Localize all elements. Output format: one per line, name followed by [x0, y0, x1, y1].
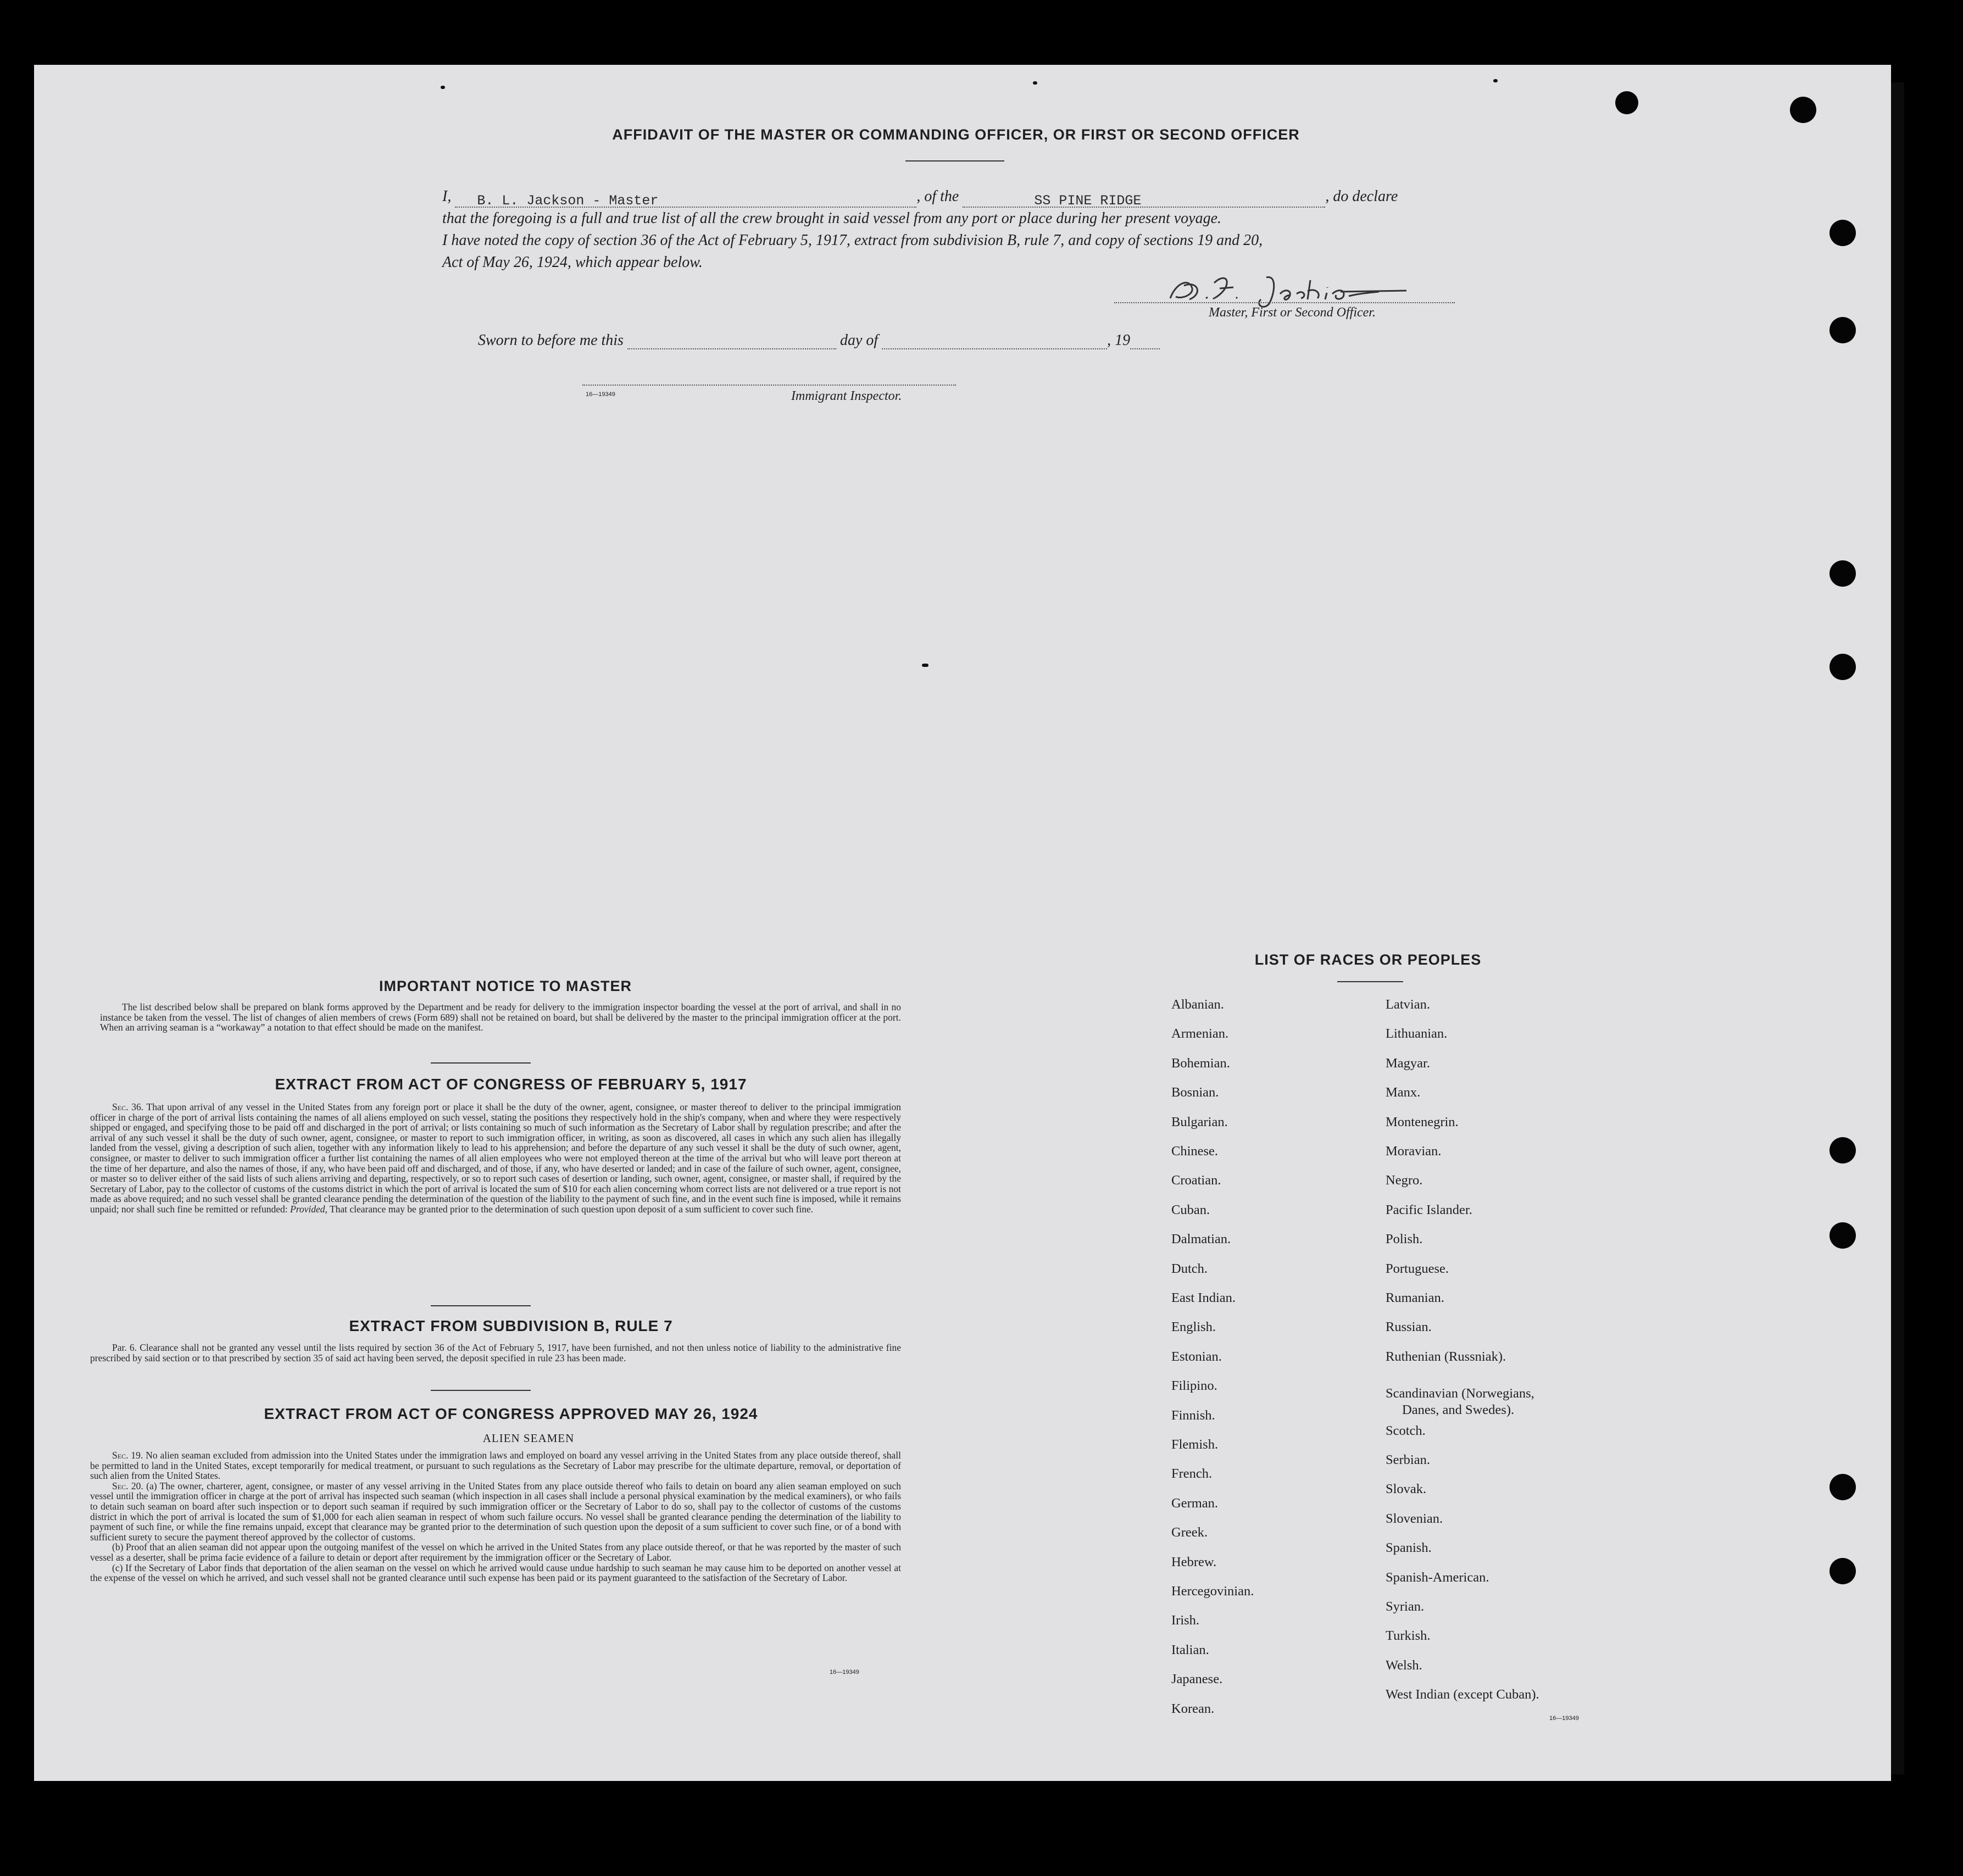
race-item: Rumanian.: [1386, 1290, 1444, 1305]
race-item: Bulgarian.: [1171, 1114, 1228, 1129]
binder-hole: [1829, 220, 1856, 246]
race-item: Irish.: [1171, 1613, 1200, 1628]
race-item: Negro.: [1386, 1173, 1423, 1188]
signature-label: Master, First or Second Officer.: [1209, 305, 1376, 320]
race-item: Filipino.: [1171, 1378, 1217, 1394]
sworn-day-field[interactable]: [627, 332, 836, 349]
declaration-i: I,: [442, 188, 452, 205]
race-item: Flemish.: [1171, 1437, 1219, 1452]
sworn-text: Sworn to before me this: [478, 332, 624, 349]
ink-speck: [1493, 79, 1498, 82]
race-item: Spanish-American.: [1386, 1569, 1489, 1585]
sworn-line: [478, 332, 1160, 349]
race-item: Moravian.: [1386, 1144, 1442, 1159]
sec-20a-body: (a) The owner, charterer, agent, consignee, or master of any vessel arriving in the United States from any place outside thereof who fails to detain on board any alien seaman employed on such vessel until the immigration officer in charge at the port of arrival has inspected such seaman (which inspection in all cases shall include a personal physical examination by the medical examiners), or who fails to detain such seaman on board after such inspection or to deport such seaman if required by such immigration officer or the Secretary of Labor to do so, shall pay to the collector of customs of the customs district in which the port of arrival is located the sum of $1,000 for each alien seaman in respect of whom such failure occurs. No vessel shall be granted clearance pending the determination of the liability to payment of such fine, or while the fine remains unpaid, except that clearance may be granted prior to the determination of such question upon the deposit of a sum sufficient to cover such fine, or of a bond with sufficient surety to secure the payment thereof approved by the collector of customs.: [90, 1480, 901, 1543]
sec-20c-paragraph: (c) If the Secretary of Labor finds that deportation of the alien seaman on the vessel on which he arrived would cause undue hardship to such seaman he may cause him to be deported on another vessel at the expense of the vessel on which he arrived, and such vessel shall not be granted clearance until such expense has been paid or its payment guaranteed to the satisfaction of the Secretary of Labor.: [90, 1562, 901, 1584]
races-title-underline: [1337, 981, 1403, 982]
declaration-block: [442, 186, 1475, 274]
race-item: Hercegovinian.: [1171, 1584, 1254, 1599]
declaration-line-2: that the foregoing is a full and true list of all the crew brought in said vessel from any port or place during her present voyage.: [442, 210, 1222, 227]
section-divider: [431, 1305, 531, 1306]
sworn-month-field[interactable]: [882, 332, 1107, 349]
race-item: Spanish.: [1386, 1540, 1432, 1556]
sec-19-label: Sec. 19.: [112, 1450, 143, 1461]
declaration-line-1: [442, 186, 1475, 208]
section-divider: [431, 1062, 531, 1064]
race-item: Greek.: [1171, 1525, 1208, 1540]
race-item: Bohemian.: [1171, 1055, 1230, 1071]
sec-20b-paragraph: (b) Proof that an alien seaman did not appear upon the outgoing manifest of the vessel on which he arrived in the United States from any place outside thereof, or that he was reported by the master of such vessel as a deserter, shall be prima facie evidence of a failure to detain or deport after requirement by the immigration officer or the Secretary of Labor.: [90, 1541, 901, 1563]
declaration-do-declare: , do declare: [1325, 188, 1398, 205]
race-item: Danes, and Swedes).: [1402, 1402, 1515, 1418]
day-of-text: day of: [839, 332, 878, 349]
race-item: Syrian.: [1386, 1599, 1425, 1614]
binder-hole: [1829, 1558, 1856, 1584]
binder-hole: [1829, 1222, 1856, 1249]
form-number: 16—19349: [586, 391, 615, 398]
sec-20a-paragraph: [90, 1481, 901, 1543]
master-name-field[interactable]: B. L. Jackson - Master: [455, 190, 916, 208]
race-item: Bosnian.: [1171, 1085, 1219, 1100]
sec-36-end: That clearance may be granted prior to the determination of such question upon deposit of a sum sufficient to cover such fine.: [329, 1203, 814, 1215]
sheet-edge-shadow: [1891, 82, 1904, 1774]
race-item: French.: [1171, 1466, 1213, 1482]
declaration-of-the: , of the: [916, 188, 959, 205]
ink-speck: [441, 86, 445, 89]
sec-19-body: No alien seaman excluded from admission into the United States under the immigration laws and employed on board any vessel arriving in the United States from any place outside thereof, shall be permitted to land in the United States, except temporarily for medical treatment, or pursuant to such regulations as the Secretary of Labor may prescribe for the ultimate departure, removal, or deportation of such alien from the United States.: [90, 1450, 902, 1482]
extract-1924-text: [90, 1450, 901, 1583]
race-item: Armenian.: [1171, 1026, 1229, 1042]
race-item: Slovak.: [1386, 1482, 1427, 1497]
extract-1924-title: EXTRACT FROM ACT OF CONGRESS APPROVED MAY 26, 1924: [264, 1405, 758, 1422]
binder-hole: [1829, 317, 1856, 343]
section-divider: [431, 1390, 531, 1391]
race-item: Korean.: [1171, 1701, 1215, 1716]
race-item: Latvian.: [1386, 997, 1430, 1012]
race-item: Croatian.: [1171, 1173, 1221, 1188]
race-item: Russian.: [1386, 1320, 1432, 1335]
race-item: English.: [1171, 1320, 1216, 1335]
race-item: Hebrew.: [1171, 1554, 1217, 1569]
race-item: Estonian.: [1171, 1349, 1222, 1364]
binder-hole: [1790, 97, 1816, 123]
races-title: LIST OF RACES OR PEOPLES: [1254, 951, 1482, 968]
race-item: Finnish.: [1171, 1407, 1215, 1423]
declaration-line-4: Act of May 26, 1924, which appear below.: [442, 254, 703, 271]
race-item: Ruthenian (Russniak).: [1386, 1349, 1506, 1364]
race-item: Chinese.: [1171, 1144, 1219, 1159]
race-item: Japanese.: [1171, 1672, 1223, 1687]
race-item: German.: [1171, 1495, 1219, 1511]
race-item: Scandinavian (Norwegians,: [1386, 1386, 1534, 1401]
alien-seamen-subtitle: ALIEN SEAMEN: [482, 1432, 575, 1445]
race-item: Pacific Islander.: [1386, 1202, 1472, 1217]
notice-title: IMPORTANT NOTICE TO MASTER: [379, 978, 632, 994]
sec-19-paragraph: [90, 1450, 901, 1481]
race-item: Scotch.: [1386, 1423, 1426, 1438]
master-signature: [1159, 272, 1412, 310]
extract-1917-text: [90, 1102, 901, 1215]
vessel-name-field[interactable]: SS PINE RIDGE: [963, 190, 1325, 208]
race-item: Italian.: [1171, 1642, 1209, 1657]
race-item: Montenegrin.: [1386, 1114, 1459, 1129]
year-prefix: , 19: [1107, 332, 1131, 349]
races-form-number: 16—19349: [1549, 1715, 1579, 1722]
race-item: West Indian (except Cuban).: [1386, 1687, 1539, 1702]
binder-hole: [1829, 1137, 1856, 1164]
rule-7-text: Par. 6. Clearance shall not be granted any vessel until the lists required by section 36 of the Act of February 5, 1917, have been furnished, and not then unless notice of liability to the administrative fine prescribed by said section or to that prescribed by section 35 of said act having been served, the deposit specified in rule 23 has been made.: [90, 1342, 901, 1363]
title-underline: [905, 160, 1004, 162]
rule-7-title: EXTRACT FROM SUBDIVISION B, RULE 7: [349, 1317, 673, 1334]
race-item: Portuguese.: [1386, 1261, 1449, 1276]
race-item: East Indian.: [1171, 1290, 1236, 1305]
race-item: Lithuanian.: [1386, 1026, 1448, 1042]
binder-hole: [1829, 654, 1856, 680]
sworn-year-field[interactable]: [1130, 332, 1160, 349]
extract-form-number: 16—19349: [830, 1669, 859, 1675]
inspector-signature-line: [582, 385, 956, 386]
inspector-label: Immigrant Inspector.: [791, 389, 902, 403]
sec-36-body: That upon arrival of any vessel in the United States from any foreign port or place it shall be the duty of the owner, agent, consignee, or master thereof to deliver to the principal immigration officer in charge of the port of arrival lists containing the names of all aliens employed on such vessel, stating the positions they respectively hold in the ship's company, when and where they were respectively shipped or engaged, and specifying those to be paid off and discharged in the port of arrival; or lists containing so much of such information as the Secretary of Labor shall by regulation prescribe; and after the arrival of any such vessel it shall be the duty of such owner, agent, consignee, or master to report to such immigration officer, in writing, as soon as discovered, all cases in which any such alien has illegally landed from the vessel, giving a description of such alien, together with any information likely to lead to his apprehension; and before the departure of any such vessel it shall be the duty of such owner, agent, consignee, or master to deliver to such immigration officer a further list containing the names of all alien employees who were not employed thereon at the time of the arrival but who will leave port thereon at the time of her departure, and also the names of those, if any, who have been paid off and discharged, and of those, if any, who have deserted or landed; and in case of the failure of such owner, agent, consignee, or master so to deliver either of the said lists of such aliens arriving and departing, respectively, or so to report such cases of desertion or landing, such owner, agent, consignee, or master shall, if required by the Secretary of Labor, pay to the collector of customs of the customs district in which the port of arrival is located the sum of $10 for each alien concerning whom correct lists are not delivered or a true report is not made as above required; and no such vessel shall be granted clearance pending the determination of the question of the liability to the payment of such fine, and in the event such fine is imposed, while it remains unpaid; nor shall such fine be remitted or refunded:: [90, 1101, 901, 1215]
ink-speck: [1033, 81, 1037, 85]
race-item: Polish.: [1386, 1232, 1423, 1247]
race-item: Manx.: [1386, 1085, 1421, 1100]
sec-36-proviso: Provided,: [290, 1203, 327, 1215]
signature-line: [1114, 301, 1455, 303]
ink-speck: [922, 664, 928, 667]
binder-hole: [1829, 560, 1856, 587]
race-item: Dutch.: [1171, 1261, 1208, 1276]
race-item: Slovenian.: [1386, 1511, 1443, 1526]
sec-36-label: Sec. 36.: [112, 1101, 144, 1112]
race-item: Turkish.: [1386, 1628, 1431, 1644]
race-item: Magyar.: [1386, 1055, 1430, 1071]
race-item: Serbian.: [1386, 1452, 1430, 1467]
declaration-line-3: I have noted the copy of section 36 of the Act of February 5, 1917, extract from subdivision B, rule 7, and copy of sections 19 and 20,: [442, 232, 1263, 249]
binder-hole: [1829, 1474, 1856, 1500]
race-item: Cuban.: [1171, 1202, 1210, 1217]
notice-text: The list described below shall be prepared on blank forms approved by the Department and be ready for delivery to the immigration inspector boarding the vessel at the port of arrival, and shall in no instance be taken from the vessel. The list of changes of alien members of crews (Form 689) shall not be retained on board, but shall be delivered by the master to the principal immigration officer at the port. When an arriving seaman is a “workaway” a notation to that effect should be made on the manifest.: [100, 1001, 901, 1033]
affidavit-title: AFFIDAVIT OF THE MASTER OR COMMANDING OFFICER, OR FIRST OR SECOND OFFICER: [612, 126, 1300, 143]
binder-hole: [1615, 91, 1638, 114]
race-item: Welsh.: [1386, 1657, 1422, 1673]
extract-1917-title: EXTRACT FROM ACT OF CONGRESS OF FEBRUARY 5, 1917: [275, 1076, 747, 1093]
race-item: Dalmatian.: [1171, 1232, 1231, 1247]
sec-20-label: Sec. 20.: [112, 1480, 143, 1491]
race-item: Albanian.: [1171, 997, 1224, 1012]
